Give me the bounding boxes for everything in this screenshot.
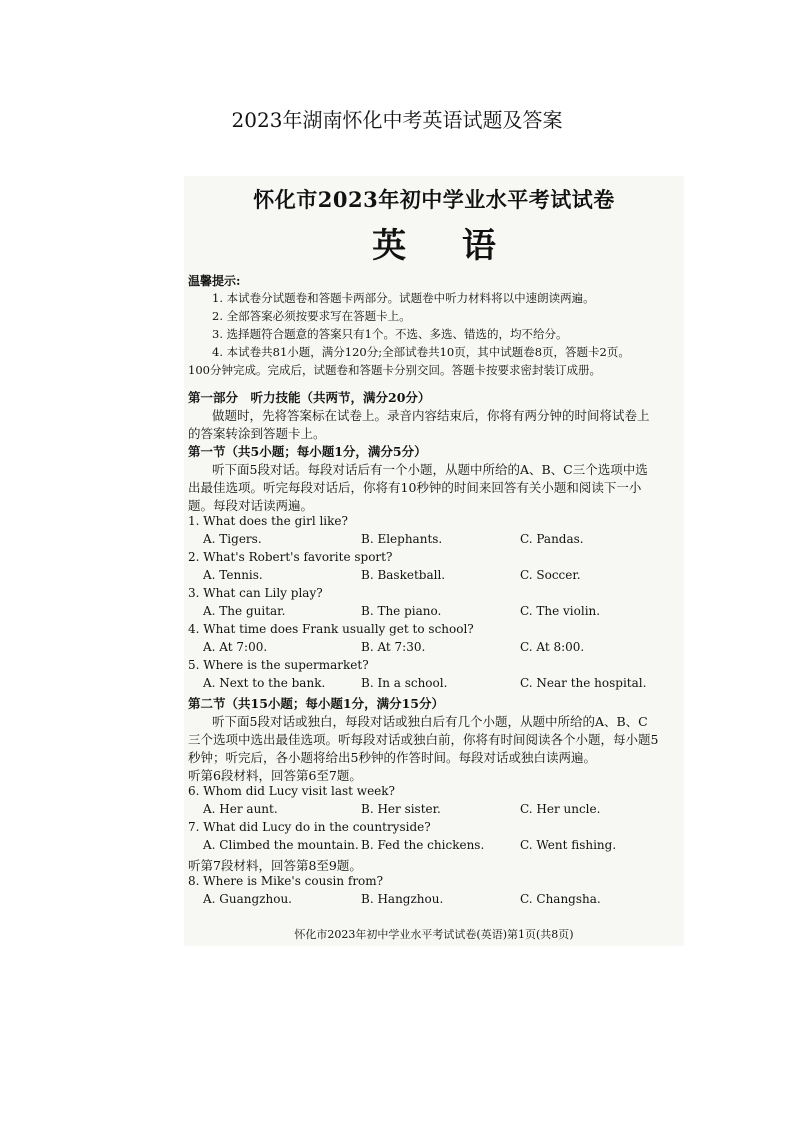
material-instruction: 听第6段材料，回答第6至7题。 [188, 768, 362, 783]
option-a: A. The guitar. [203, 604, 286, 618]
question-stem: 2. What's Robert's favorite sport? [188, 550, 393, 564]
option-c: C. Her uncle. [520, 802, 601, 816]
question-stem: 3. What can Lily play? [188, 586, 323, 600]
section2-heading: 第二节（共15小题；每小题1分，满分15分） [188, 696, 444, 711]
notice-heading: 温馨提示: [188, 274, 241, 288]
option-c: C. Pandas. [520, 532, 584, 546]
option-c: C. Changsha. [520, 892, 601, 906]
option-b: B. Hangzhou. [361, 892, 444, 906]
question-stem: 1. What does the girl like? [188, 514, 348, 528]
section2-intro: 三个选项中选出最佳选项。听每段对话或独白前，你将有时间阅读各个小题，每小题5 [188, 732, 659, 747]
part1-intro: 做题时，先将答案标在试卷上。录音内容结束后，你将有两分钟的时间将试卷上 [212, 408, 650, 423]
part1-heading: 第一部分 听力技能（共两节，满分20分） [188, 390, 431, 405]
option-c: C. At 8:00. [520, 640, 585, 654]
option-a: A. Tigers. [203, 532, 262, 546]
option-c: C. Near the hospital. [520, 676, 647, 690]
option-b: B. Basketball. [361, 568, 446, 582]
option-c: C. Soccer. [520, 568, 581, 582]
section2-intro: 听下面5段对话或独白，每段对话或独白后有几个小题，从题中所给的A、B、C [212, 714, 648, 729]
notice-item: 4. 本试卷共81小题，满分120分;全部试卷共10页，其中试题卷8页，答题卡2页。 [212, 345, 630, 359]
option-a: A. Climbed the mountain. [203, 838, 359, 852]
question-stem: 8. Where is Mike's cousin from? [188, 874, 384, 888]
option-a: A. At 7:00. [203, 640, 268, 654]
question-stem: 5. Where is the supermarket? [188, 658, 369, 672]
section1-intro: 听下面5段对话。每段对话后有一个小题，从题中所给的A、B、C三个选项中选 [212, 462, 648, 477]
section1-intro: 题。每段对话读两遍。 [188, 498, 314, 513]
section2-intro: 秒钟；听完后，各小题将给出5秒钟的作答时间。每段对话或独白读两遍。 [188, 750, 596, 765]
notice-item-continuation: 100分钟完成。完成后，试题卷和答题卡分别交回。答题卡按要求密封装订成册。 [188, 363, 601, 377]
option-b: B. The piano. [361, 604, 442, 618]
option-a: A. Next to the bank. [203, 676, 326, 690]
option-b: B. Fed the chickens. [361, 838, 485, 852]
section1-heading: 第一节（共5小题；每小题1分，满分5分） [188, 444, 427, 459]
question-stem: 6. Whom did Lucy visit last week? [188, 784, 395, 798]
material-instruction: 听第7段材料，回答第8至9题。 [188, 858, 362, 873]
option-a: A. Tennis. [203, 568, 263, 582]
part1-intro: 的答案转涂到答题卡上。 [188, 426, 326, 441]
option-a: A. Guangzhou. [203, 892, 292, 906]
exam-title: 怀化市2023年初中学业水平考试试卷 [253, 187, 615, 212]
notice-item: 3. 选择题符合题意的答案只有1个。不选、多选、错选的，均不给分。 [212, 327, 568, 341]
question-stem: 4. What time does Frank usually get to school? [188, 622, 474, 636]
page-footer: 怀化市2023年初中学业水平考试试卷(英语)第1页(共8页) [294, 928, 574, 941]
question-stem: 7. What did Lucy do in the countryside? [188, 820, 431, 834]
document-title: 2023年湖南怀化中考英语试题及答案 [231, 108, 563, 132]
section1-intro: 出最佳选项。听完每段对话后，你将有10秒钟的时间来回答有关小题和阅读下一小 [188, 480, 642, 495]
option-b: B. In a school. [361, 676, 448, 690]
option-c: C. The violin. [520, 604, 601, 618]
notice-item: 2. 全部答案必须按要求写在答题卡上。 [212, 309, 411, 323]
exam-subject: 英 语 [372, 226, 518, 266]
option-b: B. At 7:30. [361, 640, 426, 654]
notice-item: 1. 本试卷分试题卷和答题卡两部分。试题卷中听力材料将以中速朗读两遍。 [212, 291, 595, 305]
option-a: A. Her aunt. [203, 802, 278, 816]
option-b: B. Her sister. [361, 802, 441, 816]
option-c: C. Went fishing. [520, 838, 617, 852]
option-b: B. Elephants. [361, 532, 443, 546]
